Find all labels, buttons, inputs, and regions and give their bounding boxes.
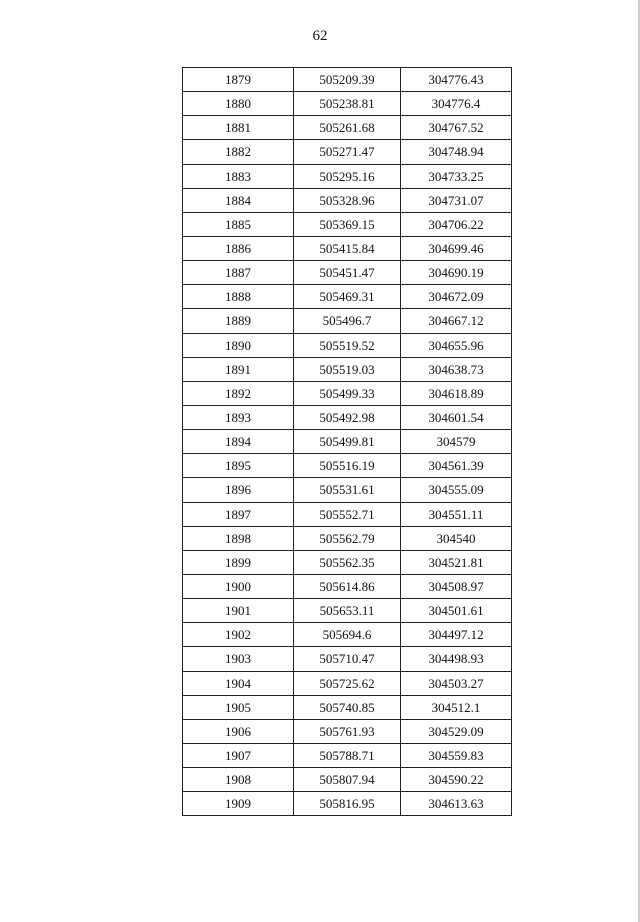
point-number-cell: 1906 [183,719,294,743]
y-coordinate-cell: 304618.89 [401,381,512,405]
x-coordinate-cell: 505562.35 [294,550,401,574]
point-number-cell: 1879 [183,68,294,92]
table-row [183,164,512,188]
point-number-cell: 1903 [183,647,294,671]
table-row [183,599,512,623]
y-coordinate-cell: 304733.25 [401,164,512,188]
point-number-cell: 1892 [183,381,294,405]
x-coordinate-cell: 505531.61 [294,478,401,502]
point-number-cell: 1908 [183,768,294,792]
table-row [183,743,512,767]
point-number-cell: 1885 [183,212,294,236]
table-row [183,454,512,478]
table-row [183,212,512,236]
y-coordinate-cell: 304590.22 [401,768,512,792]
table-row [183,68,512,92]
x-coordinate-cell: 505369.15 [294,212,401,236]
y-coordinate-cell: 304579 [401,430,512,454]
table-row [183,261,512,285]
x-coordinate-cell: 505209.39 [294,68,401,92]
point-number-cell: 1901 [183,599,294,623]
table-row [183,478,512,502]
x-coordinate-cell: 505710.47 [294,647,401,671]
x-coordinate-cell: 505496.7 [294,309,401,333]
y-coordinate-cell: 304498.93 [401,647,512,671]
table-row [183,188,512,212]
x-coordinate-cell: 505614.86 [294,574,401,598]
x-coordinate-cell: 505725.62 [294,671,401,695]
point-number-cell: 1900 [183,574,294,598]
x-coordinate-cell: 505516.19 [294,454,401,478]
x-coordinate-cell: 505519.52 [294,333,401,357]
coordinates-table-body [183,68,512,816]
y-coordinate-cell: 304613.63 [401,792,512,816]
y-coordinate-cell: 304667.12 [401,309,512,333]
point-number-cell: 1898 [183,526,294,550]
point-number-cell: 1899 [183,550,294,574]
table-row [183,405,512,429]
y-coordinate-cell: 304655.96 [401,333,512,357]
table-row [183,116,512,140]
table-row [183,574,512,598]
point-number-cell: 1891 [183,357,294,381]
x-coordinate-cell: 505761.93 [294,719,401,743]
table-row [183,92,512,116]
y-coordinate-cell: 304512.1 [401,695,512,719]
point-number-cell: 1907 [183,743,294,767]
point-number-cell: 1884 [183,188,294,212]
y-coordinate-cell: 304561.39 [401,454,512,478]
point-number-cell: 1890 [183,333,294,357]
x-coordinate-cell: 505271.47 [294,140,401,164]
point-number-cell: 1893 [183,405,294,429]
table-row [183,140,512,164]
x-coordinate-cell: 505499.81 [294,430,401,454]
y-coordinate-cell: 304497.12 [401,623,512,647]
x-coordinate-cell: 505238.81 [294,92,401,116]
table-row [183,357,512,381]
x-coordinate-cell: 505469.31 [294,285,401,309]
y-coordinate-cell: 304776.4 [401,92,512,116]
y-coordinate-cell: 304731.07 [401,188,512,212]
table-row [183,623,512,647]
y-coordinate-cell: 304521.81 [401,550,512,574]
point-number-cell: 1895 [183,454,294,478]
point-number-cell: 1882 [183,140,294,164]
x-coordinate-cell: 505740.85 [294,695,401,719]
coordinates-table [182,67,512,816]
x-coordinate-cell: 505816.95 [294,792,401,816]
point-number-cell: 1883 [183,164,294,188]
y-coordinate-cell: 304559.83 [401,743,512,767]
point-number-cell: 1888 [183,285,294,309]
y-coordinate-cell: 304529.09 [401,719,512,743]
x-coordinate-cell: 505415.84 [294,236,401,260]
x-coordinate-cell: 505694.6 [294,623,401,647]
y-coordinate-cell: 304638.73 [401,357,512,381]
y-coordinate-cell: 304551.11 [401,502,512,526]
table-row [183,719,512,743]
y-coordinate-cell: 304601.54 [401,405,512,429]
y-coordinate-cell: 304555.09 [401,478,512,502]
point-number-cell: 1894 [183,430,294,454]
y-coordinate-cell: 304699.46 [401,236,512,260]
point-number-cell: 1902 [183,623,294,647]
table-row [183,671,512,695]
table-row [183,768,512,792]
table-row [183,285,512,309]
x-coordinate-cell: 505328.96 [294,188,401,212]
x-coordinate-cell: 505261.68 [294,116,401,140]
point-number-cell: 1887 [183,261,294,285]
table-row [183,236,512,260]
y-coordinate-cell: 304672.09 [401,285,512,309]
y-coordinate-cell: 304540 [401,526,512,550]
point-number-cell: 1905 [183,695,294,719]
point-number-cell: 1881 [183,116,294,140]
table-row [183,695,512,719]
point-number-cell: 1889 [183,309,294,333]
x-coordinate-cell: 505562.79 [294,526,401,550]
y-coordinate-cell: 304706.22 [401,212,512,236]
point-number-cell: 1896 [183,478,294,502]
y-coordinate-cell: 304748.94 [401,140,512,164]
page-number: 62 [312,28,328,44]
x-coordinate-cell: 505295.16 [294,164,401,188]
y-coordinate-cell: 304503.27 [401,671,512,695]
table-row [183,502,512,526]
x-coordinate-cell: 505519.03 [294,357,401,381]
y-coordinate-cell: 304690.19 [401,261,512,285]
y-coordinate-cell: 304501.61 [401,599,512,623]
y-coordinate-cell: 304767.52 [401,116,512,140]
x-coordinate-cell: 505492.98 [294,405,401,429]
x-coordinate-cell: 505451.47 [294,261,401,285]
y-coordinate-cell: 304776.43 [401,68,512,92]
x-coordinate-cell: 505552.71 [294,502,401,526]
table-row [183,792,512,816]
table-row [183,526,512,550]
x-coordinate-cell: 505499.33 [294,381,401,405]
x-coordinate-cell: 505788.71 [294,743,401,767]
table-row [183,647,512,671]
point-number-cell: 1880 [183,92,294,116]
table-row [183,550,512,574]
point-number-cell: 1897 [183,502,294,526]
point-number-cell: 1886 [183,236,294,260]
table-row [183,309,512,333]
x-coordinate-cell: 505807.94 [294,768,401,792]
table-row [183,381,512,405]
y-coordinate-cell: 304508.97 [401,574,512,598]
table-row [183,333,512,357]
table-row [183,430,512,454]
point-number-cell: 1909 [183,792,294,816]
x-coordinate-cell: 505653.11 [294,599,401,623]
point-number-cell: 1904 [183,671,294,695]
